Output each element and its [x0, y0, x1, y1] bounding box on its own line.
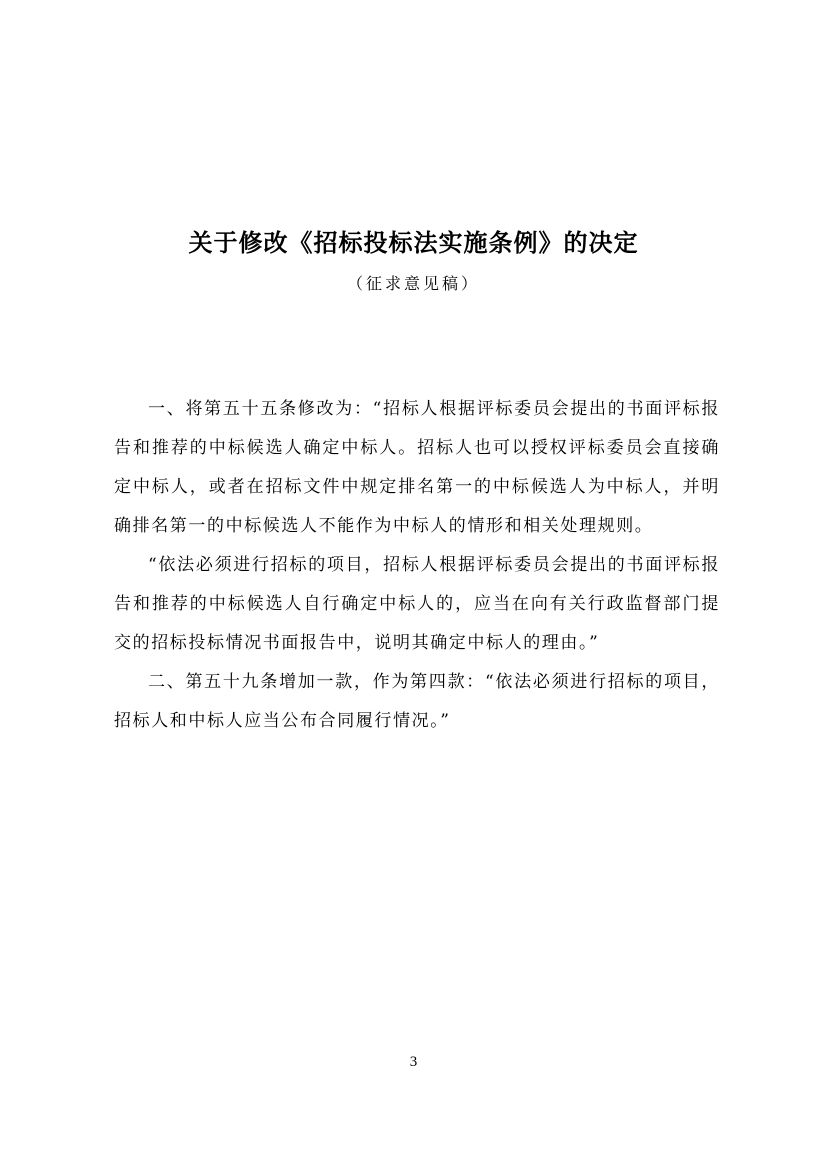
- document-title: 关于修改《招标投标法实施条例》的决定: [188, 229, 639, 257]
- page-number: 3: [409, 1054, 418, 1070]
- paragraph-article-55-second: “依法必须进行招标的项目，招标人根据评标委员会提出的书面评标报告和推荐的中标候选人自行确定中标人的，应当在向有关行政监督部门提交的招标投标情况书面报告中，说明其确定中标人的理由。”: [114, 555, 720, 653]
- document-subtitle: （征求意见稿）: [346, 274, 480, 293]
- paragraph-article-55: 一、将第五十五条修改为：“招标人根据评标委员会提出的书面评标报告和推荐的中标候选人确定中标人。招标人也可以授权评标委员会直接确定中标人，或者在招标文件中规定排名第一的中标候选人为中标人，并明确排名第一的中标候选人不能作为中标人的情形和相关处理规则。: [114, 399, 720, 536]
- paragraph-article-59: 二、第五十九条增加一款，作为第四款：“依法必须进行招标的项目，招标人和中标人应当公布合同履行情况。”: [114, 672, 720, 731]
- document-body: [114, 390, 720, 741]
